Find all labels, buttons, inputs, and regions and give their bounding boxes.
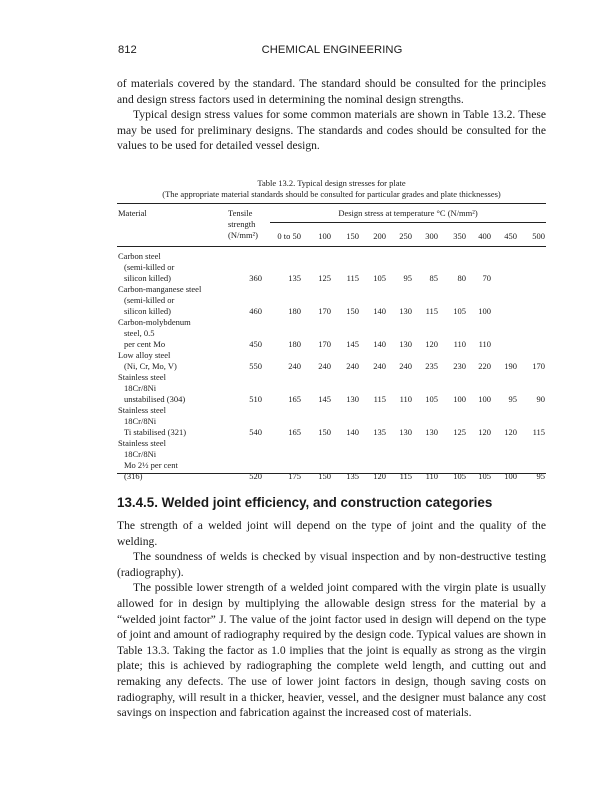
material-name-line: per cent Mo: [124, 339, 166, 349]
material-name-line: (semi-killed or: [124, 295, 175, 305]
design-stress-cell: 115: [346, 273, 359, 283]
design-stress-cell: 110: [399, 394, 412, 404]
temperature-header-cell: 100: [318, 231, 331, 241]
group-header-rule: [270, 222, 546, 223]
design-stress-cell: 85: [429, 273, 438, 283]
tensile-header-line: (N/mm²): [228, 230, 258, 240]
design-stress-cell: 100: [453, 394, 466, 404]
material-name-line: Stainless steel: [118, 405, 166, 415]
material-name-line: unstabilised (304): [124, 394, 186, 404]
design-stress-cell: 170: [532, 361, 545, 371]
design-stress-cell: 150: [318, 471, 331, 481]
section-heading: 13.4.5. Welded joint efficiency, and construction categories: [117, 495, 493, 510]
design-stress-cell: 165: [288, 427, 301, 437]
material-name-line: Low alloy steel: [118, 350, 171, 360]
tensile-strength-cell: 550: [249, 361, 262, 371]
design-stress-cell: 140: [346, 427, 359, 437]
intro-paragraph-2: Typical design stress values for some common materials are shown in Table 13.2. These may be used for preliminary designs. The standards and codes should be consulted for the values to be used for detailed vessel design.: [117, 108, 546, 153]
design-stress-cell: 220: [478, 361, 491, 371]
design-stress-cell: 180: [288, 339, 301, 349]
table-caption: Table 13.2. Typical design stresses for plate: [257, 178, 406, 188]
temperature-header-cell: 150: [346, 231, 359, 241]
design-stress-cell: 235: [425, 361, 438, 371]
design-stress-cell: 240: [399, 361, 412, 371]
material-name-line: Mo 2½ per cent: [124, 460, 178, 470]
design-stress-cell: 240: [288, 361, 301, 371]
design-stress-cell: 230: [453, 361, 466, 371]
design-stress-cell: 125: [318, 273, 331, 283]
design-stress-cell: 150: [346, 306, 359, 316]
design-stress-cell: 80: [457, 273, 466, 283]
page-number: 812: [118, 44, 137, 56]
table-bottom-rule: [117, 473, 546, 474]
table-header-rule: [117, 246, 546, 247]
temperature-header-cell: 200: [373, 231, 386, 241]
design-stress-cell: 120: [504, 427, 517, 437]
design-stress-cell: 120: [373, 471, 386, 481]
design-stress-cell: 120: [478, 427, 491, 437]
design-stress-cell: 190: [504, 361, 517, 371]
tensile-strength-cell: 460: [249, 306, 262, 316]
design-stress-cell: 110: [453, 339, 466, 349]
tensile-strength-cell: 360: [249, 273, 262, 283]
design-stress-cell: 130: [399, 306, 412, 316]
design-stress-cell: 105: [453, 306, 466, 316]
material-name-line: (316): [124, 471, 143, 481]
tensile-header-line: strength: [228, 219, 256, 229]
material-name-line: steel, 0.5: [124, 328, 155, 338]
temperature-header-cell: 250: [399, 231, 412, 241]
page-header: [118, 44, 546, 60]
design-stress-cell: 240: [373, 361, 386, 371]
material-name-line: Carbon-manganese steel: [118, 284, 202, 294]
design-stress-cell: 110: [425, 471, 438, 481]
design-stress-cell: 135: [288, 273, 301, 283]
table-row: [0, 372, 612, 405]
material-name-line: 18Cr/8Ni: [124, 383, 157, 393]
table-row: [0, 438, 612, 482]
design-stress-cell: 110: [478, 339, 491, 349]
design-stress-cell: 115: [373, 394, 386, 404]
design-stress-cell: 165: [288, 394, 301, 404]
design-stress-cell: 170: [318, 339, 331, 349]
material-name-line: Carbon steel: [118, 251, 161, 261]
column-group-header: Design stress at temperature °C (N/mm²): [338, 208, 478, 218]
material-name-line: 18Cr/8Ni: [124, 416, 157, 426]
design-stress-cell: 100: [478, 306, 491, 316]
design-stress-cell: 115: [425, 306, 438, 316]
design-stress-cell: 130: [425, 427, 438, 437]
material-name-line: 18Cr/8Ni: [124, 449, 157, 459]
design-stress-cell: 170: [318, 306, 331, 316]
design-stress-cell: 105: [425, 394, 438, 404]
design-stress-cell: 125: [453, 427, 466, 437]
design-stress-cell: 130: [399, 427, 412, 437]
temperature-header-cell: 450: [504, 231, 517, 241]
design-stress-cell: 95: [403, 273, 412, 283]
table-subcaption: (The appropriate material standards should be consulted for particular grades and plate thicknesses): [162, 189, 501, 199]
design-stress-cell: 180: [288, 306, 301, 316]
column-header-material: Material: [118, 208, 147, 218]
design-stress-cell: 175: [288, 471, 301, 481]
table-top-rule: [117, 203, 546, 204]
design-stress-cell: 95: [536, 471, 545, 481]
material-name-line: (Ni, Cr, Mo, V): [124, 361, 177, 371]
design-stress-cell: 140: [373, 339, 386, 349]
table-row: [0, 405, 612, 438]
design-stress-cell: 70: [482, 273, 491, 283]
design-stress-cell: 150: [318, 427, 331, 437]
design-stress-cell: 100: [504, 471, 517, 481]
material-name-line: Ti stabilised (321): [124, 427, 187, 437]
material-name-line: (semi-killed or: [124, 262, 175, 272]
material-name-line: Stainless steel: [118, 438, 166, 448]
material-name-line: silicon killed): [124, 273, 171, 283]
design-stress-cell: 240: [346, 361, 359, 371]
section-paragraph: The strength of a welded joint will depend on the type of joint and the quality of the welding.: [117, 519, 546, 548]
section-body: [117, 518, 546, 721]
table-caption-block: [117, 178, 546, 200]
design-stress-cell: 120: [425, 339, 438, 349]
design-stress-cell: 130: [399, 339, 412, 349]
design-stress-cell: 115: [532, 427, 545, 437]
design-stress-cell: 135: [346, 471, 359, 481]
material-name-line: silicon killed): [124, 306, 171, 316]
running-head: CHEMICAL ENGINEERING: [261, 44, 403, 56]
design-stress-cell: 130: [346, 394, 359, 404]
section-paragraph: The possible lower strength of a welded joint compared with the virgin plate is usually allowed for in design by multiplying the allowable design stress for the material by a “welded joint factor” J. The value of the joint factor used in design will depend on the type of joint and amount of radiography required by the design code. Typical values are shown in Table 13.3. Taking the factor as 1.0 implies that the joint is equally as strong as the virgin plate; this is achieved by radiographing the complete weld length, and cutting out and remaking any defects. The use of lower joint factors in design, though saving costs on radiography, will result in a thicker, heavier, vessel, and the designer must balance any cost savings on inspection and fabrication against the increased cost of materials.: [117, 581, 546, 720]
temperature-header-cell: 400: [478, 231, 491, 241]
design-stress-cell: 100: [478, 394, 491, 404]
design-stress-cell: 140: [373, 306, 386, 316]
temperature-header-cell: 500: [532, 231, 545, 241]
table-row: [0, 251, 612, 284]
design-stress-cell: 95: [508, 394, 517, 404]
table-row: [0, 350, 612, 372]
table-row: [0, 284, 612, 317]
section-paragraph: The soundness of welds is checked by visual inspection and by non-destructive testing (radiography).: [117, 550, 546, 579]
table-body: [0, 251, 612, 481]
design-stress-cell: 105: [478, 471, 491, 481]
design-stress-cell: 115: [399, 471, 412, 481]
tensile-header-line: Tensile: [228, 208, 253, 218]
design-stress-cell: 105: [453, 471, 466, 481]
intro-paragraph-1: of materials covered by the standard. The standard should be consulted for the principles and design stress factors used in determining the nominal design strengths.: [117, 77, 546, 106]
tensile-strength-cell: 510: [249, 394, 262, 404]
intro-text: [117, 76, 546, 154]
material-name-line: Carbon-molybdenum: [118, 317, 191, 327]
table-row: [0, 317, 612, 350]
temperature-header-row: [0, 231, 612, 243]
design-stress-cell: 105: [373, 273, 386, 283]
design-stress-cell: 90: [536, 394, 545, 404]
temperature-header-cell: 0 to 50: [277, 231, 301, 241]
tensile-strength-cell: 450: [249, 339, 262, 349]
temperature-header-cell: 300: [425, 231, 438, 241]
design-stress-cell: 145: [346, 339, 359, 349]
design-stress-cell: 240: [318, 361, 331, 371]
material-name-line: Stainless steel: [118, 372, 166, 382]
tensile-strength-cell: 540: [249, 427, 262, 437]
design-stress-cell: 135: [373, 427, 386, 437]
tensile-strength-cell: 520: [249, 471, 262, 481]
design-stress-cell: 145: [318, 394, 331, 404]
temperature-header-cell: 350: [453, 231, 466, 241]
